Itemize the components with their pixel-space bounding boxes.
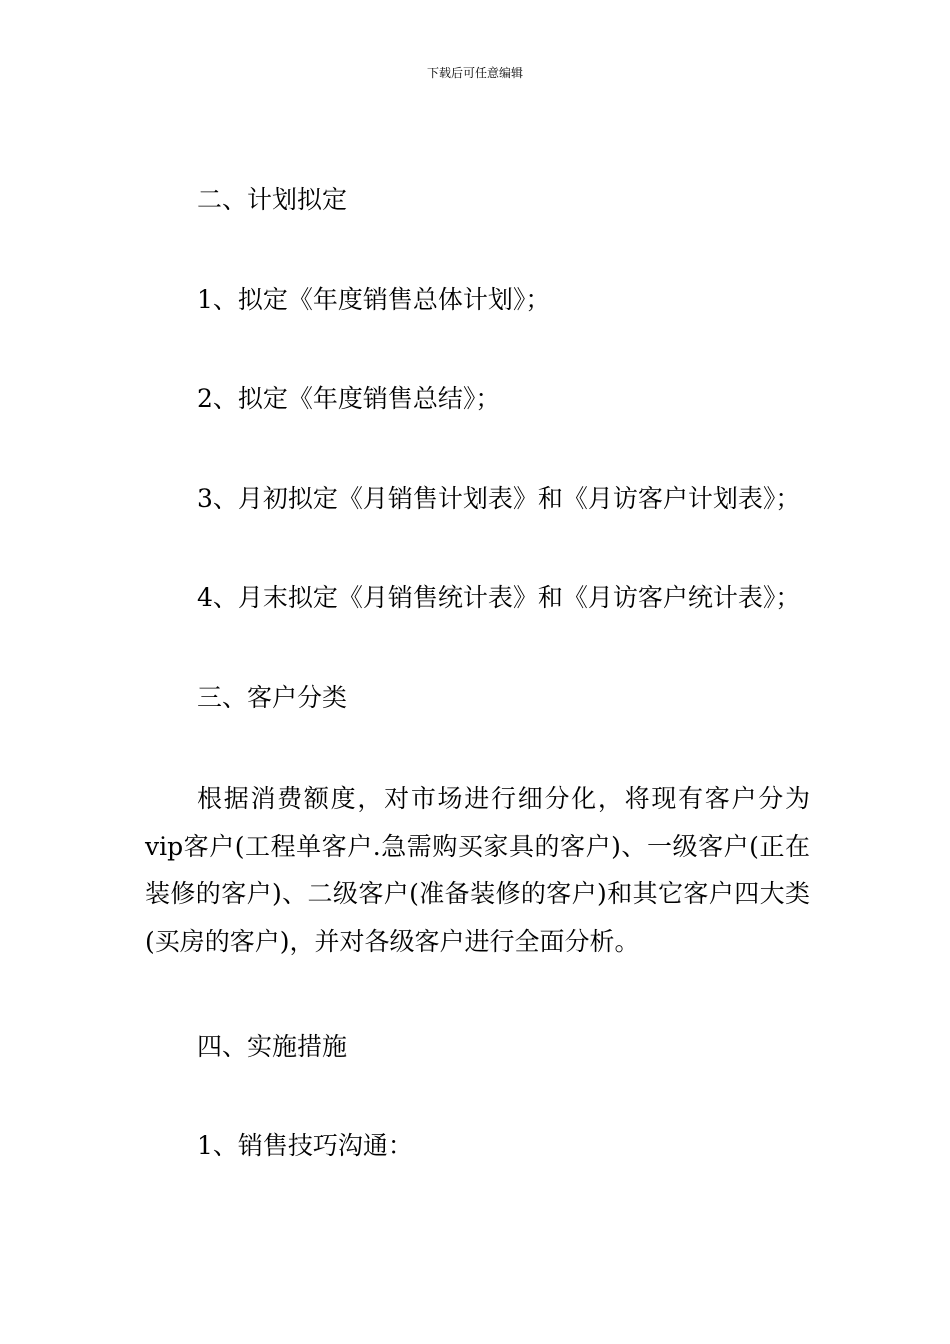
measures-item-1: 1、销售技巧沟通： [197, 1131, 413, 1160]
plan-item-2: 2、拟定《年度销售总结》； [197, 384, 501, 413]
section-heading-customers: 三、客户分类 [197, 683, 348, 712]
customer-classification-paragraph: 根据消费额度，对市场进行细分化，将现有客户分为vip客户(工程单客户.急需购买家具的客户)、一级客户(正在装修的客户)、二级客户(准备装修的客户)和其它客户四大类(买房的客户)，并对各级客户进行全面分析。 [145, 784, 810, 956]
plan-item-4: 4、月末拟定《月销售统计表》和《月访客户统计表》； [197, 583, 801, 612]
section-heading-measures: 四、实施措施 [197, 1032, 348, 1061]
plan-item-3: 3、月初拟定《月销售计划表》和《月访客户计划表》； [197, 484, 801, 513]
section-heading-plan: 二、计划拟定 [197, 185, 348, 214]
plan-item-1: 1、拟定《年度销售总体计划》； [197, 285, 551, 314]
page-header: 下载后可任意编辑 [426, 66, 523, 80]
